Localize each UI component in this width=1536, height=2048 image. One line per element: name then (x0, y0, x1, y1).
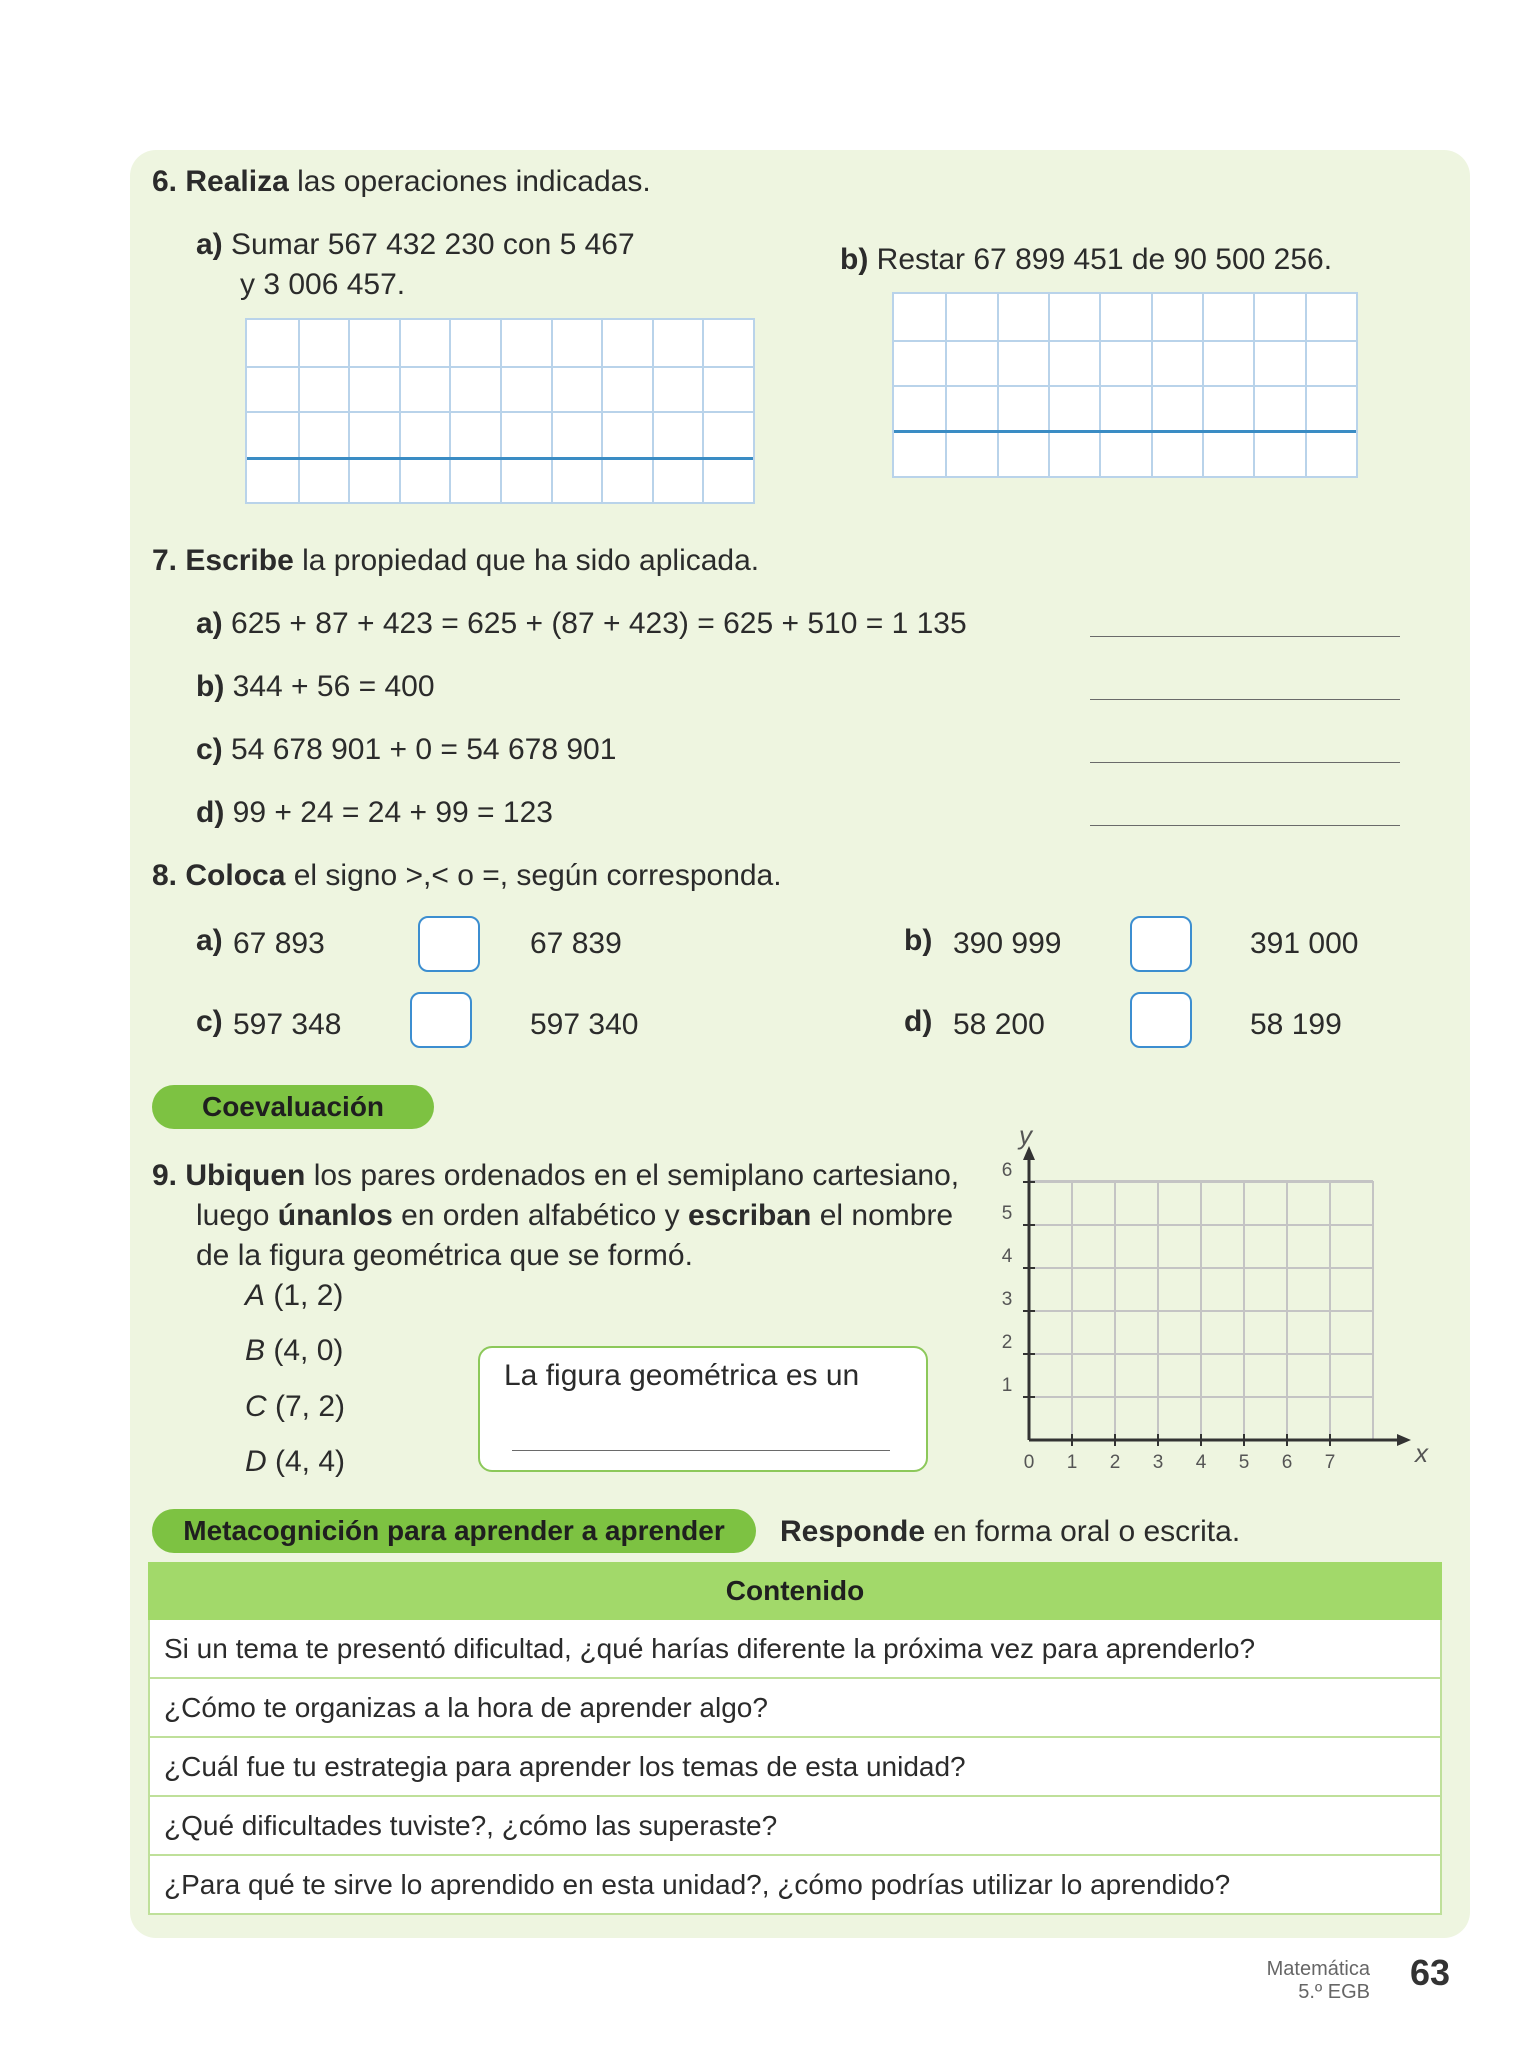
grid-line (449, 320, 451, 502)
item-equation: 99 + 24 = 24 + 99 = 123 (232, 796, 553, 829)
y-axis-label: y (1019, 1120, 1032, 1150)
x-tick-label: 4 (1195, 1452, 1207, 1473)
addition-grid[interactable] (245, 318, 755, 504)
x-axis-arrow (1397, 1434, 1411, 1446)
table-row (149, 1619, 1441, 1678)
y-tick-label: 5 (1001, 1203, 1013, 1224)
ordered-pair-b (245, 1331, 343, 1371)
item-equation: 54 678 901 + 0 = 54 678 901 (231, 733, 617, 766)
comparison-sign-box[interactable] (1130, 916, 1192, 972)
answer-line[interactable] (1090, 825, 1400, 826)
comparison-sign-box[interactable] (1130, 992, 1192, 1048)
exercise-7b (196, 667, 435, 707)
exercise-verb: escriban (687, 1199, 812, 1232)
table-row (149, 1855, 1441, 1914)
y-tick-label: 4 (1001, 1246, 1013, 1267)
item-text: Restar 67 899 451 de 90 500 256. (876, 243, 1333, 276)
point-coords: (4, 0) (265, 1334, 344, 1367)
grid-line (601, 320, 603, 502)
point-name: D (245, 1445, 267, 1478)
item-text: Sumar 567 432 230 con 5 467 (231, 228, 635, 261)
grid-line (894, 340, 1356, 342)
grid-line (997, 294, 999, 476)
point-coords: (4, 4) (266, 1445, 346, 1478)
exercise-6a (196, 225, 635, 265)
grid-line (298, 320, 300, 502)
metacognicion-instruction (780, 1512, 1240, 1552)
answer-box[interactable] (478, 1346, 928, 1472)
compare-right-number: 391 000 (1250, 927, 1359, 960)
compare-right-number: 58 199 (1250, 1008, 1342, 1041)
point-coords: (7, 2) (266, 1390, 346, 1423)
point-name: C (245, 1390, 267, 1423)
exercise-verb: Realiza (185, 165, 289, 198)
compare-left-number: 67 893 (233, 927, 325, 960)
point-coords: (1, 2) (265, 1279, 344, 1312)
grid-line (399, 320, 401, 502)
x-axis-label: x (1415, 1438, 1428, 1468)
page-number: 63 (1410, 1952, 1451, 1993)
grid-line (1048, 294, 1050, 476)
instruction-text: en forma oral o escrita. (925, 1515, 1241, 1548)
cartesian-plane[interactable] (990, 1120, 1428, 1480)
grid-line (894, 385, 1356, 387)
item-label: a) (196, 924, 223, 957)
grid-line (1305, 294, 1307, 476)
result-line (894, 430, 1356, 433)
exercise-9-line1 (152, 1156, 959, 1196)
y-tick-label: 6 (1001, 1160, 1013, 1181)
table-row (149, 1737, 1441, 1796)
ordered-pair-c (245, 1387, 345, 1427)
x-tick-label: 1 (1066, 1452, 1078, 1473)
exercise-verb: Escribe (185, 544, 294, 577)
exercise-7c (196, 730, 616, 770)
exercise-number: 9. (152, 1159, 178, 1192)
grid-line (500, 320, 502, 502)
item-label: d) (196, 796, 225, 829)
result-line (247, 457, 753, 460)
exercise-verb: Ubiquen (185, 1159, 306, 1192)
exercise-number: 7. (152, 544, 178, 577)
table-header: Contenido (149, 1563, 1441, 1619)
exercise-number: 8. (152, 859, 178, 892)
item-label: b) (904, 924, 933, 957)
grid-line (652, 320, 654, 502)
item-label: c) (196, 1005, 223, 1038)
exercise-9-line2 (196, 1196, 953, 1236)
compare-right-number: 597 340 (530, 1008, 639, 1041)
grid-line (1253, 294, 1255, 476)
x-tick-label: 3 (1152, 1452, 1164, 1473)
grid-line (945, 294, 947, 476)
table-cell[interactable]: ¿Qué dificultades tuviste?, ¿cómo las superaste? (149, 1796, 1441, 1855)
compare-left-number: 390 999 (953, 927, 1062, 960)
point-name: A (245, 1279, 266, 1312)
table-cell[interactable]: ¿Para qué te sirve lo aprendido en esta unidad?, ¿cómo podrías utilizar lo aprendido? (149, 1855, 1441, 1914)
grid-line (1151, 294, 1153, 476)
item-label: d) (904, 1005, 933, 1038)
answer-line[interactable] (1090, 762, 1400, 763)
item-label: a) (196, 607, 223, 640)
ordered-pair-d (245, 1442, 345, 1482)
metacognicion-badge: Metacognición para aprender a aprender (152, 1509, 756, 1553)
instruction-verb: Responde (780, 1515, 926, 1548)
subtraction-grid[interactable] (892, 292, 1358, 478)
answer-line[interactable] (512, 1450, 890, 1451)
item-label: b) (196, 670, 225, 703)
point-name: B (245, 1334, 266, 1367)
table-cell[interactable]: ¿Cuál fue tu estrategia para aprender los temas de esta unidad? (149, 1737, 1441, 1796)
coevaluacion-badge: Coevaluación (152, 1085, 434, 1129)
x-tick-label: 5 (1238, 1452, 1250, 1473)
ordered-pair-a (245, 1276, 343, 1316)
item-equation: 625 + 87 + 423 = 625 + (87 + 423) = 625 + 510 = 1 135 (231, 607, 967, 640)
exercise-6-heading (152, 162, 651, 202)
exercise-instruction: los pares ordenados en el semiplano cartesiano, (305, 1159, 960, 1192)
answer-line[interactable] (1090, 699, 1400, 700)
x-tick-label: 7 (1324, 1452, 1336, 1473)
table-row (149, 1678, 1441, 1737)
exercise-number: 6. (152, 165, 178, 198)
instruction-text: luego (196, 1199, 278, 1232)
x-tick-label: 2 (1109, 1452, 1121, 1473)
x-tick-label: 6 (1281, 1452, 1293, 1473)
instruction-text: el nombre (811, 1199, 954, 1232)
compare-left-number: 58 200 (953, 1008, 1045, 1041)
item-equation: 344 + 56 = 400 (232, 670, 435, 703)
grid-line (1202, 294, 1204, 476)
exercise-instruction: la propiedad que ha sido aplicada. (293, 544, 760, 577)
answer-prompt: La figura geométrica es un (504, 1359, 860, 1392)
comparison-sign-box[interactable] (418, 916, 480, 972)
item-text-continued: y 3 006 457. (240, 268, 406, 301)
table-row (149, 1796, 1441, 1855)
grid-line (551, 320, 553, 502)
y-tick-label: 3 (1001, 1289, 1013, 1310)
x-tick-label: 0 (1023, 1452, 1035, 1473)
exercise-6b (840, 240, 1332, 280)
exercise-8-heading (152, 856, 782, 896)
exercise-9-line3: de la figura geométrica que se formó. (196, 1239, 693, 1272)
metacognicion-table (148, 1562, 1442, 1915)
compare-left-number: 597 348 (233, 1008, 342, 1041)
table-cell[interactable]: ¿Cómo te organizas a la hora de aprender algo? (149, 1678, 1441, 1737)
instruction-text: en orden alfabético y (392, 1199, 688, 1232)
exercise-verb: únanlos (277, 1199, 393, 1232)
exercise-7a (196, 604, 967, 644)
exercise-verb: Coloca (185, 859, 286, 892)
exercise-7-heading (152, 541, 759, 581)
item-label: a) (196, 228, 223, 261)
grade-level: 5.º EGB (1298, 1981, 1370, 2003)
item-label: b) (840, 243, 869, 276)
grid-line (702, 320, 704, 502)
subject-name: Matemática (1266, 1958, 1370, 1980)
answer-line[interactable] (1090, 636, 1400, 637)
exercise-instruction: las operaciones indicadas. (288, 165, 651, 198)
y-tick-label: 2 (1001, 1332, 1013, 1353)
table-cell[interactable]: Si un tema te presentó dificultad, ¿qué harías diferente la próxima vez para aprenderlo? (149, 1619, 1441, 1678)
compare-right-number: 67 839 (530, 927, 622, 960)
grid-line (1099, 294, 1101, 476)
item-label: c) (196, 733, 223, 766)
exercise-7d (196, 793, 553, 833)
y-tick-label: 1 (1001, 1375, 1013, 1396)
footer-subject (1267, 1958, 1370, 2004)
exercise-instruction: el signo >,< o =, según corresponda. (285, 859, 782, 892)
comparison-sign-box[interactable] (410, 992, 472, 1048)
grid-line (348, 320, 350, 502)
